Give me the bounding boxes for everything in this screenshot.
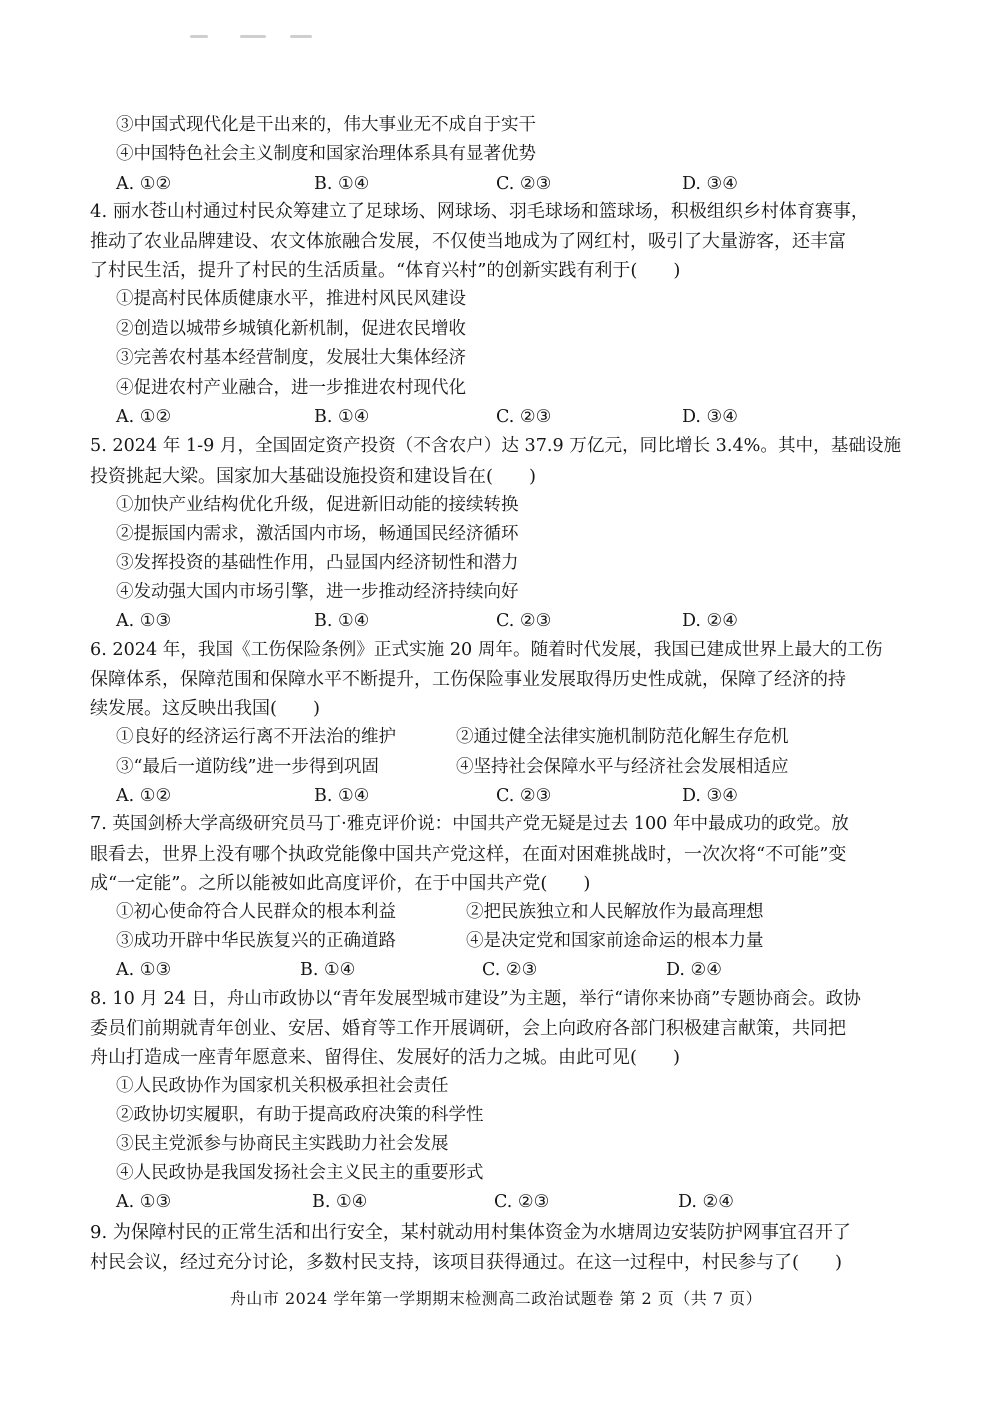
answer-choice: A. ①③ <box>116 960 172 980</box>
question-6-stem: 6. 2024 年，我国《工伤保险条例》正式实施 20 周年。随着时代发展，我国已建成世界上最大的工伤 <box>90 640 883 660</box>
answer-choice: B. ①④ <box>312 1192 368 1212</box>
answer-choice: C. ②③ <box>496 611 552 631</box>
question-8-stem: 8. 10 月 24 日，舟山市政协以“青年发展型城市建设”为主题，举行“请你来协商”专题协商会。政协 <box>90 989 861 1009</box>
answer-choice: D. ③④ <box>682 407 738 427</box>
question-9-stem: 村民会议，经过充分讨论，多数村民支持，该项目获得通过。在这一过程中，村民参与了( ) <box>90 1252 843 1273</box>
option-text: ③发挥投资的基础性作用，凸显国内经济韧性和潜力 <box>116 553 519 573</box>
option-text: ①人民政协作为国家机关积极承担社会责任 <box>116 1076 449 1096</box>
option-text: ③成功开辟中华民族复兴的正确道路 <box>116 931 396 951</box>
option-text: ④发动强大国内市场引擎，进一步推动经济持续向好 <box>116 582 519 602</box>
option-text: ③完善农村基本经营制度，发展壮大集体经济 <box>116 348 466 368</box>
question-4-stem: 推动了农业品牌建设、农文体旅融合发展，不仅使当地成为了网红村，吸引了大量游客，还丰富 <box>90 231 846 252</box>
question-7-stem: 眼看去，世界上没有哪个执政党能像中国共产党这样，在面对困难挑战时，一次次将“不可能”变 <box>90 844 847 865</box>
question-4-stem: 了村民生活，提升了村民的生活质量。“体育兴村”的创新实践有利于( ) <box>90 260 681 281</box>
option-text: ②把民族独立和人民解放作为最高理想 <box>466 902 764 922</box>
option-text: ①初心使命符合人民群众的根本利益 <box>116 902 396 922</box>
answer-choice: A. ①② <box>116 407 172 427</box>
option-text: ②政协切实履职，有助于提高政府决策的科学性 <box>116 1105 484 1125</box>
option-text: ③民主党派参与协商民主实践助力社会发展 <box>116 1134 449 1154</box>
option-text: ①良好的经济运行离不开法治的维护 <box>116 727 396 747</box>
question-7-stem: 7. 英国剑桥大学高级研究员马丁·雅克评价说：中国共产党无疑是过去 100 年中最成功的政党。放 <box>90 814 849 834</box>
option-text: ③“最后一道防线”进一步得到巩固 <box>116 757 379 777</box>
answer-choice: A. ①② <box>116 174 172 194</box>
option-text: ②创造以城带乡城镇化新机制，促进农民增收 <box>116 319 466 339</box>
option-text: ①提高村民体质健康水平，推进村风民风建设 <box>116 289 466 309</box>
scan-mark <box>290 35 312 38</box>
option-text: ②提振国内需求，激活国内市场，畅通国民经济循环 <box>116 524 519 544</box>
answer-choice: A. ①③ <box>116 611 172 631</box>
answer-choice: B. ①④ <box>314 611 370 631</box>
option-text: ①加快产业结构优化升级，促进新旧动能的接续转换 <box>116 495 519 515</box>
option-text: ②通过健全法律实施机制防范化解生存危机 <box>456 727 789 747</box>
question-8-stem: 舟山打造成一座青年愿意来、留得住、发展好的活力之城。由此可见( ) <box>90 1047 681 1068</box>
question-6-stem: 保障体系，保障范围和保障水平不断提升，工伤保险事业发展取得历史性成就，保障了经济的持 <box>90 669 846 690</box>
answer-choice: A. ①③ <box>116 1192 172 1212</box>
answer-choice: C. ②③ <box>482 960 538 980</box>
answer-choice: B. ①④ <box>314 407 370 427</box>
answer-choice: D. ③④ <box>682 174 738 194</box>
question-5-stem: 5. 2024 年 1-9 月，全国固定资产投资（不含农户）达 37.9 万亿元，同比增长 3.4%。其中，基础设施 <box>90 436 902 456</box>
question-4-stem: 4. 丽水苍山村通过村民众筹建立了足球场、网球场、羽毛球场和篮球场，积极组织乡村体育赛事， <box>90 201 869 222</box>
option-text: ④坚持社会保障水平与经济社会发展相适应 <box>456 757 789 777</box>
scan-mark <box>190 35 208 38</box>
question-6-stem: 续发展。这反映出我国( ) <box>90 698 321 719</box>
option-text: ④是决定党和国家前途命运的根本力量 <box>466 931 764 951</box>
question-5-stem: 投资挑起大梁。国家加大基础设施投资和建设旨在( ) <box>90 466 537 487</box>
answer-choice: B. ①④ <box>314 174 370 194</box>
option-text: ③中国式现代化是干出来的，伟大事业无不成自于实干 <box>116 115 536 135</box>
question-7-stem: 成“一定能”。之所以能被如此高度评价，在于中国共产党( ) <box>90 873 591 894</box>
option-text: ④中国特色社会主义制度和国家治理体系具有显著优势 <box>116 144 536 164</box>
option-text: ④促进农村产业融合，进一步推进农村现代化 <box>116 378 466 398</box>
answer-choice: B. ①④ <box>314 786 370 806</box>
answer-choice: B. ①④ <box>300 960 356 980</box>
answer-choice: D. ②④ <box>682 611 738 631</box>
answer-choice: C. ②③ <box>494 1192 550 1212</box>
question-9-stem: 9. 为保障村民的正常生活和出行安全，某村就动用村集体资金为水塘周边安装防护网事宜召开了 <box>90 1222 851 1243</box>
question-8-stem: 委员们前期就青年创业、安居、婚育等工作开展调研，会上向政府各部门积极建言献策，共同把 <box>90 1018 846 1039</box>
answer-choice: C. ②③ <box>496 786 552 806</box>
answer-choice: D. ②④ <box>678 1192 734 1212</box>
answer-choice: A. ①② <box>116 786 172 806</box>
option-text: ④人民政协是我国发扬社会主义民主的重要形式 <box>116 1163 484 1183</box>
scan-mark <box>240 35 266 38</box>
answer-choice: D. ②④ <box>666 960 722 980</box>
answer-choice: C. ②③ <box>496 174 552 194</box>
answer-choice: C. ②③ <box>496 407 552 427</box>
page-footer: 舟山市 2024 学年第一学期期末检测高二政治试题卷 第 2 页（共 7 页） <box>229 1289 763 1308</box>
answer-choice: D. ③④ <box>682 786 738 806</box>
